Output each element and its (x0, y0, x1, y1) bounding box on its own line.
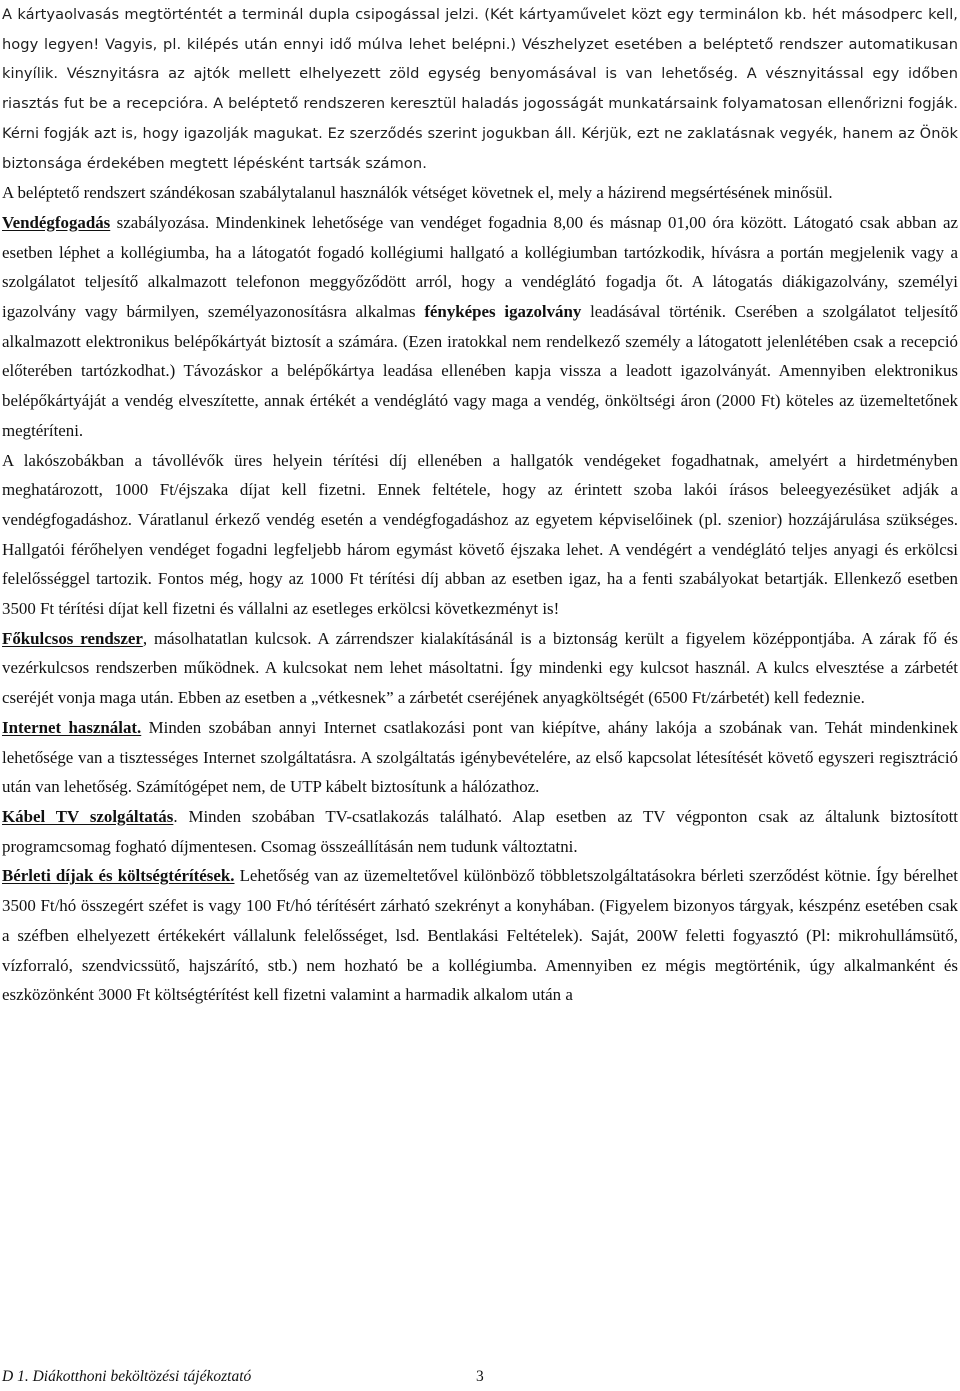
paragraph-entry-system-misuse-text: A beléptető rendszert szándékosan szabálytalanul használók vétséget követnek el, mely a házirend megsértésének minősül. (2, 183, 833, 203)
paragraph-entry-system-text: A kártyaolvasás megtörténtét a terminál dupla csipogással jelzi. (Két kártyaművelet közt egy terminálon kb. hét másodperc kell, hogy legyen! Vagyis, pl. kilépés után ennyi idő múlva lehet belépni.) Vészhelyzet esetében a beléptető rendszer automatikusan kinyílik. Vésznyitásra az ajtók mellett elhelyezett zöld egység benyomásával is van lehetőség. A vésznyitással egy időben riasztás fut be a recepcióra. A beléptető rendszeren keresztül haladás jogosságát munkatársaink folyamatosan ellenőrizni fogják. Kérni fogják azt is, hogy igazolják magukat. Ez szerződés szerint jogukban áll. Kérjük, ezt ne zaklatásnak vegyék, hanem az Önök biztonsága érdekében megtett lépésként tartsák számon. (2, 6, 958, 172)
heading-guest-policy: Vendégfogadás (2, 212, 111, 232)
paragraph-guest-policy-text-1: szabályozása. Mindenkinek lehetősége van vendéget fogadnia 8,00 és másnap 01,00 óra között. Látogató csak abban az esetben léphet a kollégiumba, ha a látogatót fogadó kollégiumi hallgató a kollégiumban tartózkodik, hívásra a portán megjelenik vagy a szolgálatot teljesítő alkalmazott telefonon meggyőződött arról, hogy a vendéglátó fogadja őt. A látogatás diákigazolvány, személyi igazolvány vagy bármilyen, személyazonosításra alkalmas (2, 212, 958, 322)
paragraph-master-key (2, 624, 958, 713)
paragraph-rental-fees-text: Lehetőség van az üzemeltetővel különböző többletszolgáltatásokra bérleti szerződést kötnie. Így bérelhet 3500 Ft/hó összegért széfet is vagy 100 Ft/hó térítésért zárható szekrényt a konyhában. (Figyelem bizonyos tárgyak, készpénz esetében csak a széfben elhelyezett értékekért vállalunk felelősséget, lsd. Bentlakási Feltételek). Saját, 200W feletti fogyasztó (Pl: mikrohullámsütő, vízforraló, szendvicssütő, hajszárító, stb.) nem hozható be a kollégiumba. Amennyiben ez mégis megtörténik, úgy alkalmanként és eszközönként 3000 Ft költségtérítést kell fizetni valamint a harmadik alkalom után a (2, 866, 959, 1005)
paragraph-overnight-guests-text: A lakószobákban a távollévők üres helyein térítési díj ellenében a hallgatók vendégeket fogadhatnak, amelyért a hirdetményben meghatározott, 1000 Ft/éjszaka díjat kell fizetni. Ennek feltétele, hogy az érintett szoba lakói írásos beleegyezésüket adják a vendégfogadáshoz. Váratlanul érkező vendég esetén a vendégfogadáshoz az egyetem képviselőinek (pl. szenior) hozzájárulása szükséges. Hallgatói férőhelyen vendéget fogadni legfeljebb három egymást követő éjszaka lehet. A vendégért a vendéglátó teljes anyagi és erkölcsi felelősséggel tartozik. Fontos még, hogy az 1000 Ft térítési díj abban az esetben igaz, ha a fenti szabályokat betartják. Ellenkező esetben 3500 Ft térítési díjat kell fizetni és vállalni az esetleges erkölcsi következményt is! (2, 450, 958, 619)
emphasis-photo-id: fényképes igazolvány (424, 302, 582, 322)
paragraph-master-key-text: , másolhatatlan kulcsok. A zárrendszer kialakításánál is a biztonság került a figyelem középpontjába. A zárak fő és vezérkulcsos rendszerben működnek. A kulcsokat nem lehet másoltatni. Így mindenki egy kulcsot használ. A kulcs elvesztése a zárbetét cseréjét vonja maga után. Ebben az esetben a „vétkesnek” a zárbetét cseréjének anyagköltségét (6500 Ft/zárbetét) kell fedeznie. (2, 628, 958, 708)
paragraph-guest-policy (2, 208, 958, 446)
heading-rental-fees: Bérleti díjak és költségtérítések. (2, 866, 235, 886)
page-footer (2, 1368, 562, 1390)
heading-cable-tv: Kábel TV szolgáltatás (2, 806, 174, 826)
paragraph-entry-system (2, 0, 958, 178)
footer-page-number: 3 (476, 1368, 484, 1385)
footer-document-title: D 1. Diákotthoni beköltözési tájékoztató (2, 1368, 252, 1385)
paragraph-internet-text: Minden szobában annyi Internet csatlakozási pont van kiépítve, ahány lakója a szobának van. Tehát mindenkinek lehetősége van a tisztességes Internet szolgáltatásra. A szolgáltatás igénybevételére, az első kapcsolat létesítését követő egyszeri regisztráció után van lehetőség. Számítógépet nem, de UTP kábelt biztosítunk a hálózathoz. (2, 717, 958, 797)
document-page (2, 0, 958, 1010)
paragraph-cable-tv-text: . Minden szobában TV-csatlakozás található. Alap esetben az TV végponton csak az általunk biztosított programcsomag fogható díjmentesen. Csomag összeállításán nem tudunk változtatni. (2, 806, 958, 856)
paragraph-overnight-guests (2, 446, 958, 624)
paragraph-internet (2, 713, 958, 802)
paragraph-guest-policy-text-2: leadásával történik. Cserében a szolgálatot teljesítő alkalmazott elektronikus belépőkártyát biztosít a számára. (Ezen iratokkal nem rendelkező személy a látogatott jelenlétében csak a recepció előterében tartózkodhat.) Távozáskor a belépőkártya leadása ellenében kapja vissza a leadott igazolványát. Amennyiben elektronikus belépőkártyáját a vendég elveszítette, annak értékét a vendéglátó vagy maga a vendég, önköltségi áron (2000 Ft) köteles az üzemeltetőnek megtéríteni. (2, 302, 958, 440)
paragraph-rental-fees (2, 861, 958, 1010)
heading-internet: Internet használat. (2, 717, 142, 737)
paragraph-entry-system-misuse (2, 178, 958, 208)
paragraph-cable-tv (2, 802, 958, 861)
heading-master-key: Főkulcsos rendszer (2, 628, 143, 648)
